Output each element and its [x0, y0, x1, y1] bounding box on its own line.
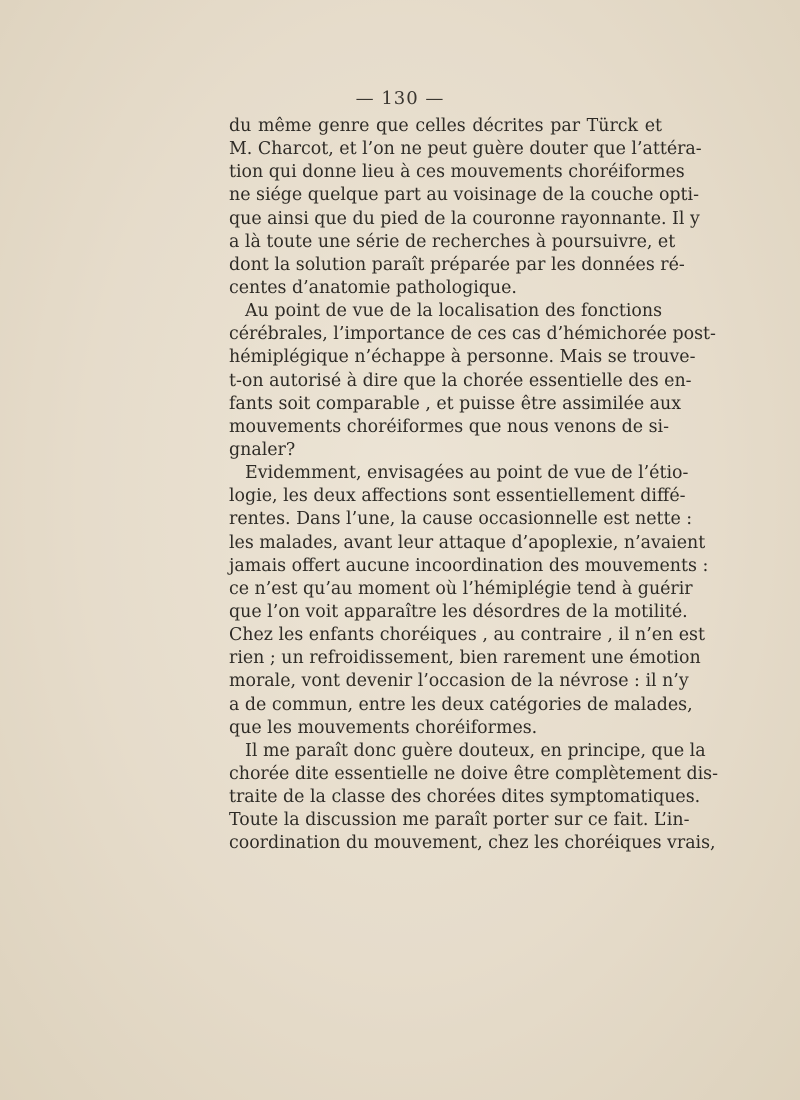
- text-line: Toute la discussion me paraît porter sur ce fait. L’in-: [229, 810, 690, 831]
- text-line: M. Charcot, et l’on ne peut guère douter que l’attéra-: [229, 139, 702, 160]
- text-line: traite de la classe des chorées dites symptomatiques.: [229, 787, 701, 808]
- text-line: dont la solution paraît préparée par les données ré-: [229, 254, 685, 275]
- text-line: morale, vont devenir l’occasion de la névrose : il n’y: [229, 671, 689, 692]
- text-line: les malades, avant leur attaque d’apoplexie, n’avaient: [229, 532, 706, 553]
- text-line: ne siége quelque part au voisinage de la couche opti-: [229, 185, 699, 206]
- text-line: chorée dite essentielle ne doive être complètement dis-: [229, 763, 718, 784]
- text-line: que l’on voit apparaître les désordres de la motilité.: [229, 601, 688, 622]
- page-number: — 130 —: [355, 88, 445, 109]
- text-line: que les mouvements choréiformes.: [229, 717, 538, 738]
- text-line: jamais offert aucune incoordination des mouvements :: [229, 555, 709, 576]
- text-line: a là toute une série de recherches à poursuivre, et: [229, 231, 676, 252]
- text-line: ce n’est qu’au moment où l’hémiplégie tend à guérir: [229, 578, 693, 599]
- text-line: Au point de vue de la localisation des fonctions: [245, 301, 662, 322]
- text-line: logie, les deux affections sont essentiellement diffé-: [229, 486, 686, 507]
- text-line: fants soit comparable , et puisse être assimilée aux: [229, 393, 682, 414]
- text-line: Chez les enfants choréiques , au contraire , il n’en est: [229, 625, 705, 646]
- text-line: centes d’anatomie pathologique.: [229, 277, 517, 298]
- text-line: mouvements choréiformes que nous venons de si-: [229, 416, 669, 437]
- text-line: t-on autorisé à dire que la chorée essentielle des en-: [229, 370, 692, 391]
- text-line: gnaler?: [229, 439, 296, 460]
- text-line: a de commun, entre les deux catégories de malades,: [229, 694, 693, 715]
- text-line: que ainsi que du pied de la couronne rayonnante. Il y: [229, 208, 700, 229]
- text-line: coordination du mouvement, chez les choréiques vrais,: [229, 833, 716, 854]
- text-line: hémiplégique n’échappe à personne. Mais se trouve-: [229, 347, 696, 368]
- text-line: Il me paraît donc guère douteux, en principe, que la: [245, 740, 706, 761]
- text-line: Evidemment, envisagées au point de vue de l’étio-: [245, 463, 689, 484]
- body-text: [229, 115, 718, 856]
- text-line: rentes. Dans l’une, la cause occasionnelle est nette :: [229, 509, 693, 530]
- text-line: tion qui donne lieu à ces mouvements choréiformes: [229, 162, 685, 183]
- text-line: rien ; un refroidissement, bien rarement une émotion: [229, 648, 701, 669]
- text-line: cérébrales, l’importance de ces cas d’hémichorée post-: [229, 324, 716, 345]
- text-line: du même genre que celles décrites par Türck et: [229, 116, 662, 136]
